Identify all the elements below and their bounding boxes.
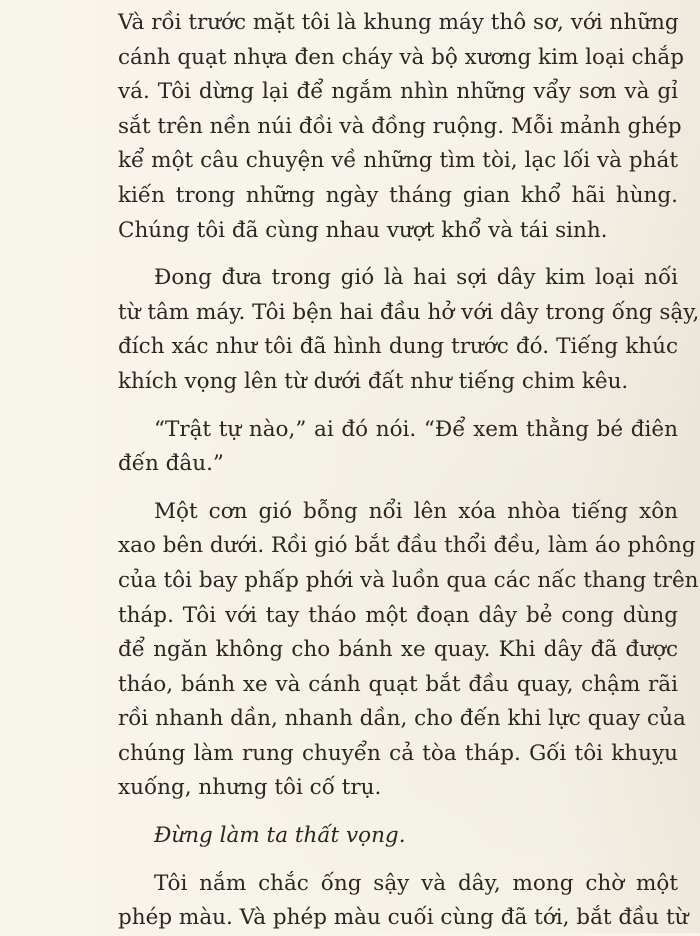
text-line: để ngăn không cho bánh xe quay. Khi dây đã được — [118, 637, 678, 663]
paragraph-3 — [118, 413, 678, 482]
text-line: Một cơn gió bỗng nổi lên xóa nhòa tiếng xôn — [154, 498, 678, 524]
paragraph-1 — [118, 6, 684, 248]
text-line: khích vọng lên từ dưới đất như tiếng chim kêu. — [118, 368, 629, 394]
text-line: kiến trong những ngày tháng gian khổ hãi hùng. — [118, 182, 678, 208]
text-line: rồi nhanh dần, nhanh dần, cho đến khi lực quay của — [118, 706, 686, 732]
text-line: kể một câu chuyện về những tìm tòi, lạc lối và phát — [118, 148, 678, 174]
text-line: xao bên dưới. Rồi gió bắt đầu thổi đều, làm áo phông — [118, 533, 696, 559]
text-line: đến đâu.” — [118, 451, 224, 477]
paragraph-2 — [118, 261, 700, 399]
text-line: chúng làm rung chuyển cả tòa tháp. Gối tôi khuỵu — [118, 740, 678, 766]
text-line: Tôi nắm chắc ống sậy và dây, mong chờ một — [154, 870, 678, 896]
body-text — [118, 6, 700, 936]
text-line: xuống, nhưng tôi cố trụ. — [118, 775, 382, 801]
text-line: “Trật tự nào,” ai đó nói. “Để xem thằng bé điên — [154, 416, 678, 442]
paragraph-6 — [118, 867, 689, 936]
text-line: của tôi bay phấp phới và luồn qua các nấc thang trên — [118, 567, 699, 593]
text-line: Chúng tôi đã cùng nhau vượt khổ và tái sinh. — [118, 217, 608, 243]
text-line: Đừng làm ta thất vọng. — [154, 823, 406, 849]
text-line: đích xác như tôi đã hình dung trước đó. Tiếng khúc — [118, 334, 678, 360]
text-line: tháo, bánh xe và cánh quạt bắt đầu quay, chậm rãi — [118, 671, 678, 697]
text-line: tháp. Tôi với tay tháo một đoạn dây bẻ cong dùng — [118, 602, 678, 628]
text-line: sắt trên nền núi đồi và đồng ruộng. Mỗi mảnh ghép — [118, 113, 682, 139]
paragraph-5-italic — [118, 819, 678, 854]
text-line: từ tâm máy. Tôi bện hai đầu hở với dây trong ống sậy, — [118, 299, 700, 325]
text-line: Và rồi trước mặt tôi là khung máy thô sơ, với những — [118, 10, 679, 35]
text-line: cánh quạt nhựa đen cháy và bộ xương kim loại chắp — [118, 44, 684, 70]
text-line: Đong đưa trong gió là hai sợi dây kim loại nối — [154, 265, 678, 291]
text-line: phép màu. Và phép màu cuối cùng đã tới, bắt đầu từ — [118, 905, 689, 931]
paragraph-4 — [118, 495, 699, 806]
text-line: vá. Tôi dừng lại để ngắm nhìn những vẩy sơn và gỉ — [118, 79, 678, 105]
